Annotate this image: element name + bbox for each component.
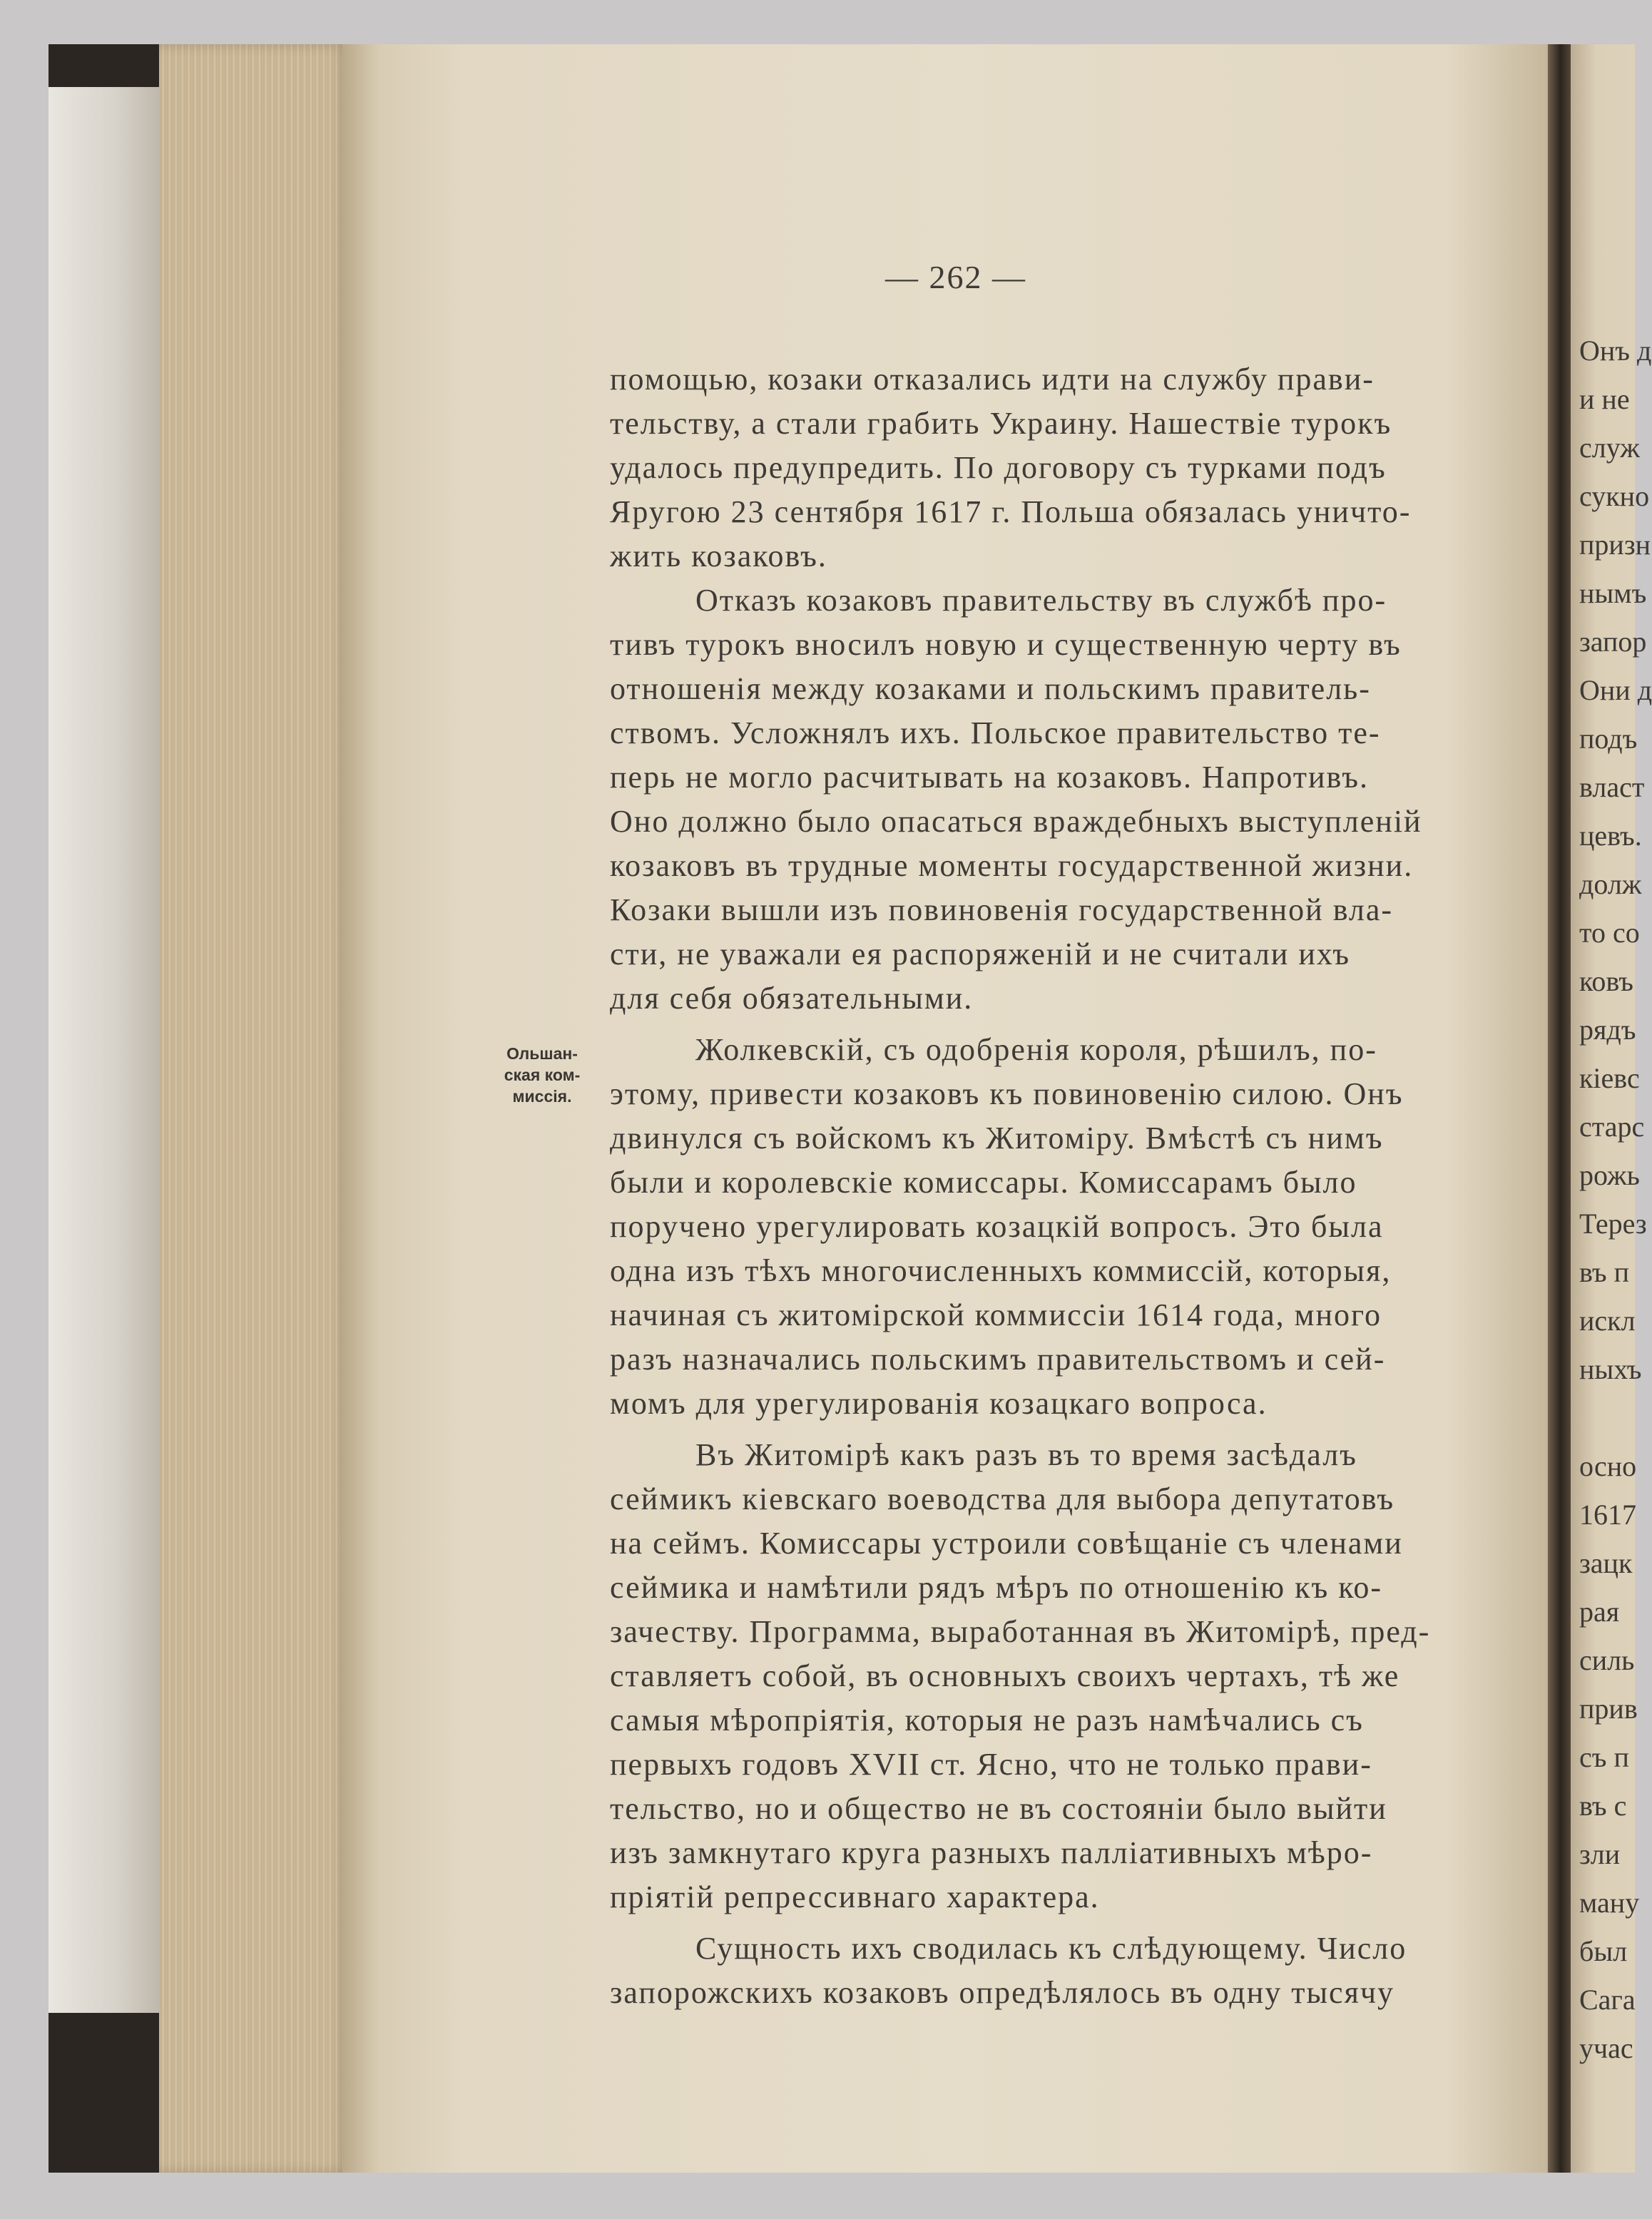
text-line: поручено урегулировать козацкій вопросъ. Это была (610, 1209, 1384, 1244)
text-line: начиная съ житомірской коммиссіи 1614 года, много (610, 1297, 1382, 1332)
next-page-fragment: искл (1579, 1305, 1636, 1337)
text-line: Жолкевскій, съ одобренія короля, рѣшилъ, по- (695, 1032, 1377, 1067)
margin-note-line: Ольшан- (506, 1044, 578, 1063)
next-page-fragment: Терез (1579, 1208, 1647, 1240)
text-line: Отказъ козаковъ правительству въ службѣ про- (695, 583, 1387, 618)
book-page-edges (159, 44, 352, 2173)
next-page-edge (1571, 44, 1652, 2173)
scanned-book-spread (49, 44, 1652, 2173)
next-page-fragment: власт (1579, 771, 1645, 803)
next-page-fragment: Они д (1579, 674, 1652, 706)
next-page-fragment: цевъ. (1579, 820, 1642, 852)
next-page-fragment: то со (1579, 917, 1640, 949)
next-page-fragment: кіевс (1579, 1062, 1640, 1094)
background-sheet (49, 87, 163, 2013)
next-page-fragment: силь (1579, 1644, 1635, 1676)
text-line: момъ для урегулированія козацкаго вопроса. (610, 1386, 1268, 1421)
page-number: — 262 — (885, 259, 1026, 295)
text-line: Козаки вышли изъ повиновенія государственной вла- (610, 892, 1394, 927)
text-line: ставляетъ собой, въ основныхъ своихъ чертахъ, тѣ же (610, 1658, 1400, 1693)
next-page-fragment: рядъ (1579, 1014, 1636, 1046)
text-line: Въ Житомірѣ какъ разъ въ то время засѣдалъ (695, 1437, 1357, 1472)
next-page-fragment: долж (1579, 868, 1642, 900)
next-page-fragment: зацк (1579, 1547, 1633, 1579)
book-page (342, 44, 1569, 2173)
text-line: Оно должно было опасаться враждебныхъ выступленій (610, 804, 1422, 839)
next-page-fragment: нымъ (1579, 577, 1647, 609)
next-page-fragment: ныхъ (1579, 1353, 1642, 1385)
next-page-fragment: съ п (1579, 1741, 1629, 1773)
next-page-fragment: рожь (1579, 1159, 1640, 1191)
text-line: сти, не уважали ея распоряженій и не считали ихъ (610, 937, 1350, 971)
text-line: Яругою 23 сентября 1617 г. Польша обязалась уничто- (610, 494, 1412, 529)
text-line: ствомъ. Усложнялъ ихъ. Польское правительство те- (610, 715, 1381, 750)
margin-note (481, 1043, 603, 1107)
text-line: Сущность ихъ сводилась къ слѣдующему. Число (695, 1931, 1407, 1966)
text-line: разъ назначались польскимъ правительствомъ и сей- (610, 1342, 1386, 1377)
next-page-fragment: и не (1579, 383, 1630, 415)
next-page-fragment: служ (1579, 432, 1640, 464)
next-page-fragment: ковъ (1579, 965, 1633, 997)
text-line: двинулся съ войскомъ къ Житоміру. Вмѣстѣ съ нимъ (610, 1121, 1384, 1156)
margin-note-line: ская ком- (504, 1066, 581, 1084)
text-line: помощью, козаки отказались идти на службу прави- (610, 362, 1375, 397)
next-page-fragment: въ с (1579, 1790, 1627, 1822)
next-page-fragment: призн (1579, 529, 1651, 561)
text-line: были и королевскіе комиссары. Комиссарамъ было (610, 1165, 1357, 1200)
next-page-fragment: был (1579, 1935, 1628, 1967)
text-line: самыя мѣропріятія, которыя не разъ намѣчались съ (610, 1703, 1364, 1738)
text-line: тивъ турокъ вносилъ новую и существенную черту въ (610, 627, 1402, 662)
text-line: сеймика и намѣтили рядъ мѣръ по отношенію къ ко- (610, 1570, 1382, 1605)
next-page-fragment: 1617 (1579, 1499, 1636, 1531)
next-page-fragment: запор (1579, 626, 1647, 658)
text-line: на сеймъ. Комиссары устроили совѣщаніе съ членами (610, 1526, 1403, 1561)
text-line: этому, привести козаковъ къ повиновенію силою. Онъ (610, 1076, 1404, 1111)
text-line: удалось предупредить. По договору съ турками подъ (610, 450, 1387, 485)
text-line: запорожскихъ козаковъ опредѣлялось въ одну тысячу (610, 1975, 1394, 2010)
book-gutter (1548, 44, 1571, 2173)
next-page-fragment: ману (1579, 1887, 1640, 1919)
margin-note-line: миссія. (512, 1087, 572, 1106)
next-page-fragment: прив (1579, 1693, 1638, 1725)
next-page-fragment: подъ (1579, 723, 1638, 755)
text-line: козаковъ въ трудные моменты государственной жизни. (610, 848, 1414, 883)
next-page-fragment: Сага (1579, 1984, 1636, 2016)
text-line: для себя обязательными. (610, 981, 974, 1016)
next-page-fragment: старс (1579, 1111, 1645, 1143)
text-line: пріятій репрессивнаго характера. (610, 1879, 1100, 1914)
next-page-fragment: рая (1579, 1596, 1620, 1628)
text-line: тельству, а стали грабить Украину. Нашествіе турокъ (610, 406, 1392, 441)
next-page-fragment: учас (1579, 2032, 1633, 2064)
text-line: первыхъ годовъ XVII ст. Ясно, что не только прави- (610, 1747, 1372, 1782)
text-line: изъ замкнутаго круга разныхъ палліативныхъ мѣро- (610, 1835, 1373, 1870)
text-line: тельство, но и общество не въ состояніи было выйти (610, 1791, 1387, 1826)
next-page-fragment: Онъ д (1579, 335, 1652, 367)
text-line: зачеству. Программа, выработанная въ Житомірѣ, пред- (610, 1614, 1431, 1649)
text-line: жить козаковъ. (610, 539, 827, 573)
text-line: одна изъ тѣхъ многочисленныхъ коммиссій, которыя, (610, 1253, 1392, 1288)
text-line: отношенія между козаками и польскимъ правитель- (610, 671, 1371, 706)
next-page-fragment: осно (1579, 1450, 1637, 1482)
next-page-fragment: въ п (1579, 1256, 1629, 1288)
next-page-fragment: зли (1579, 1838, 1621, 1870)
text-line: перь не могло расчитывать на козаковъ. Напротивъ. (610, 760, 1369, 795)
next-page-fragment: сукно (1579, 480, 1650, 512)
text-line: сеймикъ кіевскаго воеводства для выбора депутатовъ (610, 1481, 1395, 1516)
